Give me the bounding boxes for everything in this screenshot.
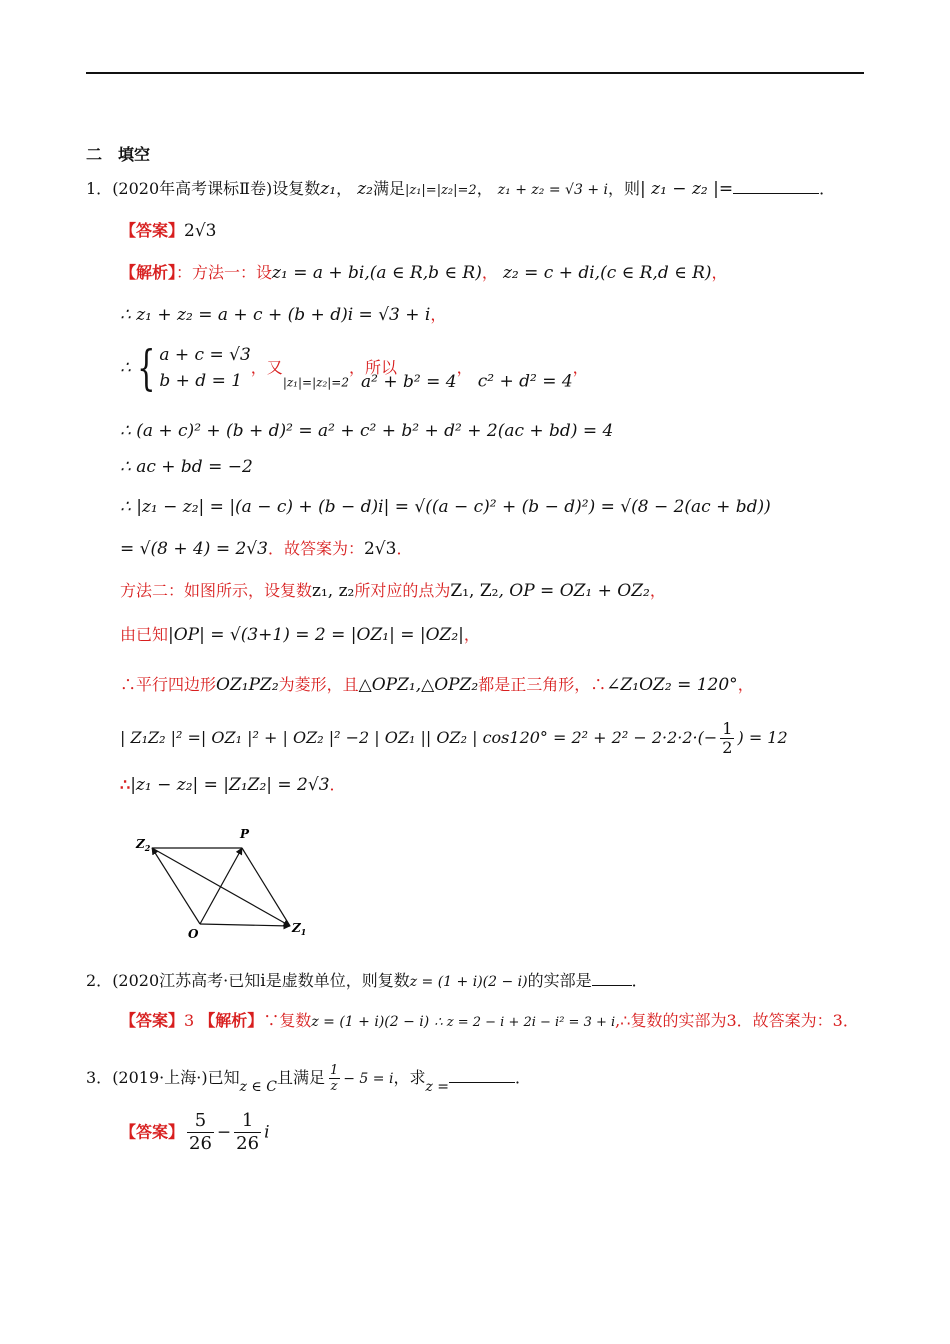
label-o: O [188,927,199,941]
q1-sys-therefore: ∴ [120,358,131,378]
q1-l8-ans: 2√3 [363,539,397,559]
q3-answer [120,1110,270,1155]
q1-m2-cos-a: | Z₁Z₂ |² =| OZ₁ |² + | OZ₂ |² −2 | OZ₁ || OZ₂ | cos120° = 2² + 2² − 2·2·2·(− [120,728,718,747]
q1-l3: ∴ z₁ + z₂ = a + c + (b + d)i = √3 + i [120,305,431,325]
q1-end: ． [819,179,836,198]
vector-oz2 [152,848,200,924]
q1-m2-d1: ∴平行四边形 [120,675,217,694]
q2-text-c: 的实部是 [527,971,592,990]
q1-method2-line2 [120,624,480,646]
q1-m2-c: 由已知 [120,625,169,644]
q1-method2-line1 [120,580,666,602]
q3-text-a: (2019·上海·)已知 [112,1068,240,1087]
q1-answer-label: 【答案】 [120,221,185,240]
q2-ana-a: ∵复数 [263,1011,312,1030]
parallelogram-figure [130,822,310,942]
q3-answer-blank[interactable] [449,1068,515,1083]
q1-text-b: 满足 [372,179,405,198]
q3-a-num2: 1 [241,1110,254,1131]
q1-m2-comma: ， [649,581,666,600]
q1-sep-2: ， [476,179,493,198]
q3-end: ． [515,1068,532,1087]
q1-m2-eq: , OP = OZ₁ + OZ₂ [498,581,650,601]
q2-ana-c: 3．故答案为： [726,1011,833,1030]
q1-line5 [120,420,613,442]
q1-analysis-label: 【解析】 [120,263,177,282]
q1-m2-comma-2: ， [463,625,480,644]
q1-m2-pts: Z₁, Z₂ [450,581,499,601]
q1-def-z2: z₂ = c + di,(c ∈ R,d ∈ R) [502,263,712,283]
vector-oz1 [200,924,290,926]
q1-m2-ang: ∠Z₁OZ₂ = 120° [606,675,738,695]
q1-sys2: b + d = 1 [159,371,243,391]
question-3 [86,1058,531,1107]
q3-text-c: ，求 [393,1068,426,1087]
q1-method1-intro: ：方法一：设 [176,263,273,282]
q1-m2-frac-den: 2 [722,738,733,757]
q1-l8: = √(8 + 4) = 2√3 [120,539,268,559]
q2-number: 2． [86,971,113,990]
q1-comma: ， [481,263,498,282]
q2-answer-label: 【答案】 [120,1011,185,1030]
q1-comma-2: ， [711,263,728,282]
q1-l5: ∴ (a + c)² + (b + d)² = a² + c² + b² + d² + 2(ac + bd) = 4 [120,421,614,441]
q3-frac-num: 1 [329,1063,339,1078]
q1-m2-final-period: ． [329,775,346,794]
q2-ana-expr1: z = (1 + i)(2 − i) [311,1014,430,1030]
q1-z1: z₁ [320,179,337,199]
q1-number: 1． [86,179,113,198]
vector-op [200,848,242,924]
q1-expr: | z₁ − z₂ |= [640,179,734,199]
q1-m2-a: 方法二：如图所示，设复数 [120,581,313,600]
q1-comma-3: ， [456,358,473,377]
label-z1: $Z_1$ [292,921,307,937]
vector-z2z1 [152,848,290,926]
q1-m2-tri: △OPZ₁,△OPZ₂ [358,675,479,695]
q3-frac [328,1063,340,1094]
q1-analysis-line1 [120,262,728,284]
q2-answer-value: 3 [184,1011,195,1030]
q2-text-a: (2020江苏高考·已知 [112,971,261,990]
q3-a-i: i [264,1122,270,1143]
q1-z2: z₂ [357,179,373,199]
q1-l8-period: ． [396,539,413,558]
q3-text-b: 且满足 [276,1068,325,1087]
q1-def-z1: z₁ = a + bi,(a ∈ R,b ∈ R) [272,263,482,283]
q1-m2-comma-3: ， [737,675,754,694]
q3-answer-frac1 [187,1110,214,1155]
q1-l6: ∴ ac + bd = −2 [120,457,253,477]
q1-l7: ∴ |z₁ − z₂| = |(a − c) + (b − d)i| = √((a − c)² + (b − d)²) = √(8 − 2(ac + bd)) [120,497,771,517]
q1-m2-frac-num: 1 [722,719,733,738]
q1-line6 [120,456,253,478]
label-p: P [240,827,250,841]
question-1 [86,178,835,202]
q1-suoyi: ，所以 [349,358,398,377]
q3-answer-label: 【答案】 [120,1122,185,1142]
q1-m2-frac [720,720,734,757]
left-brace-icon: { [136,340,156,396]
q1-you: ，又 [250,358,283,377]
q3-a-den1: 26 [189,1133,212,1154]
q1-m2-b: 所对应的点为 [354,581,451,600]
edge-p-z1 [242,848,290,926]
q1-eq-cd: c² + d² = 4 [477,371,573,392]
q1-m2-quad: OZ₁PZ₂ [216,675,279,695]
q2-analysis-label: 【解析】 [199,1011,264,1030]
q1-system [120,342,589,396]
q1-l3-comma: ， [430,305,447,324]
q1-cond1: |z₁|=|z₂|=2 [404,183,477,198]
q1-m2-d3: 都是正三角形，∴ [478,675,607,694]
q1-comma-4: ， [572,358,589,377]
q3-eq-rest: − 5 = i [343,1071,394,1087]
q2-ana-b: ,∴复数的实部为 [615,1011,727,1030]
q2-expr: z = (1 + i)(2 − i) [409,974,528,990]
q1-m2-d2: 为菱形，且 [278,675,359,694]
q1-m2-final-t: ∴ [120,775,131,794]
q1-sys-eqs [159,342,250,394]
q2-answer [120,1010,859,1034]
q1-answer-value: 2√3 [184,221,217,241]
q1-answer [120,220,216,242]
q1-line8 [120,538,412,560]
q1-line7 [120,496,771,518]
label-z2: $Z_2$ [136,837,151,853]
q1-text-a: 设复数 [272,179,321,198]
q1-m2-final: |z₁ − z₂| = |Z₁Z₂| = 2√3 [130,775,330,795]
q3-cond: z ∈ C [239,1079,277,1095]
q2-ana-d: 3． [832,1011,859,1030]
q1-answer-blank[interactable] [733,179,819,194]
header-rule [86,72,864,74]
q3-a-num1: 5 [194,1110,207,1131]
q1-method2-line4 [120,720,788,757]
question-2 [86,970,648,993]
q3-a-den2: 26 [236,1133,260,1154]
q1-method2-line3 [120,674,754,696]
q1-text-c: ，则 [607,179,640,198]
q1-line3 [120,304,446,326]
q1-sep: ， [336,179,353,198]
q2-ana-expr2: ∴ z = 2 − i + 2i − i² = 3 + i [434,1015,616,1030]
q1-source: (2020年高考课标Ⅱ卷) [112,179,273,198]
q1-method2-final [120,774,346,796]
q3-number: 3． [86,1068,113,1087]
q3-frac-den: z [330,1079,338,1094]
section-title: 二 填空 [86,145,151,164]
q1-m2-z: z₁, z₂ [312,581,355,601]
q1-cond2: z₁ + z₂ = √3 + i [497,182,608,198]
q1-m2-cos-b: ) = 12 [737,728,788,747]
q1-sys1: a + c = √3 [159,345,251,365]
q1-l8-text: ．故答案为： [267,539,364,558]
q3-expr: z = [425,1079,450,1095]
q2-text-b: 是虚数单位，则复数 [265,971,410,990]
q3-answer-frac2 [234,1110,261,1155]
q3-minus: − [216,1122,232,1143]
q2-end: ． [631,971,648,990]
q2-answer-blank[interactable] [592,971,632,986]
q1-cond-small: |z₁|=|z₂|=2 [282,375,349,390]
q2-i: i [260,971,266,991]
q1-eq-ab: a² + b² = 4 [361,371,457,392]
q1-m2-eq2: |OP| = √(3+1) = 2 = |OZ₁| = |OZ₂| [168,625,464,645]
